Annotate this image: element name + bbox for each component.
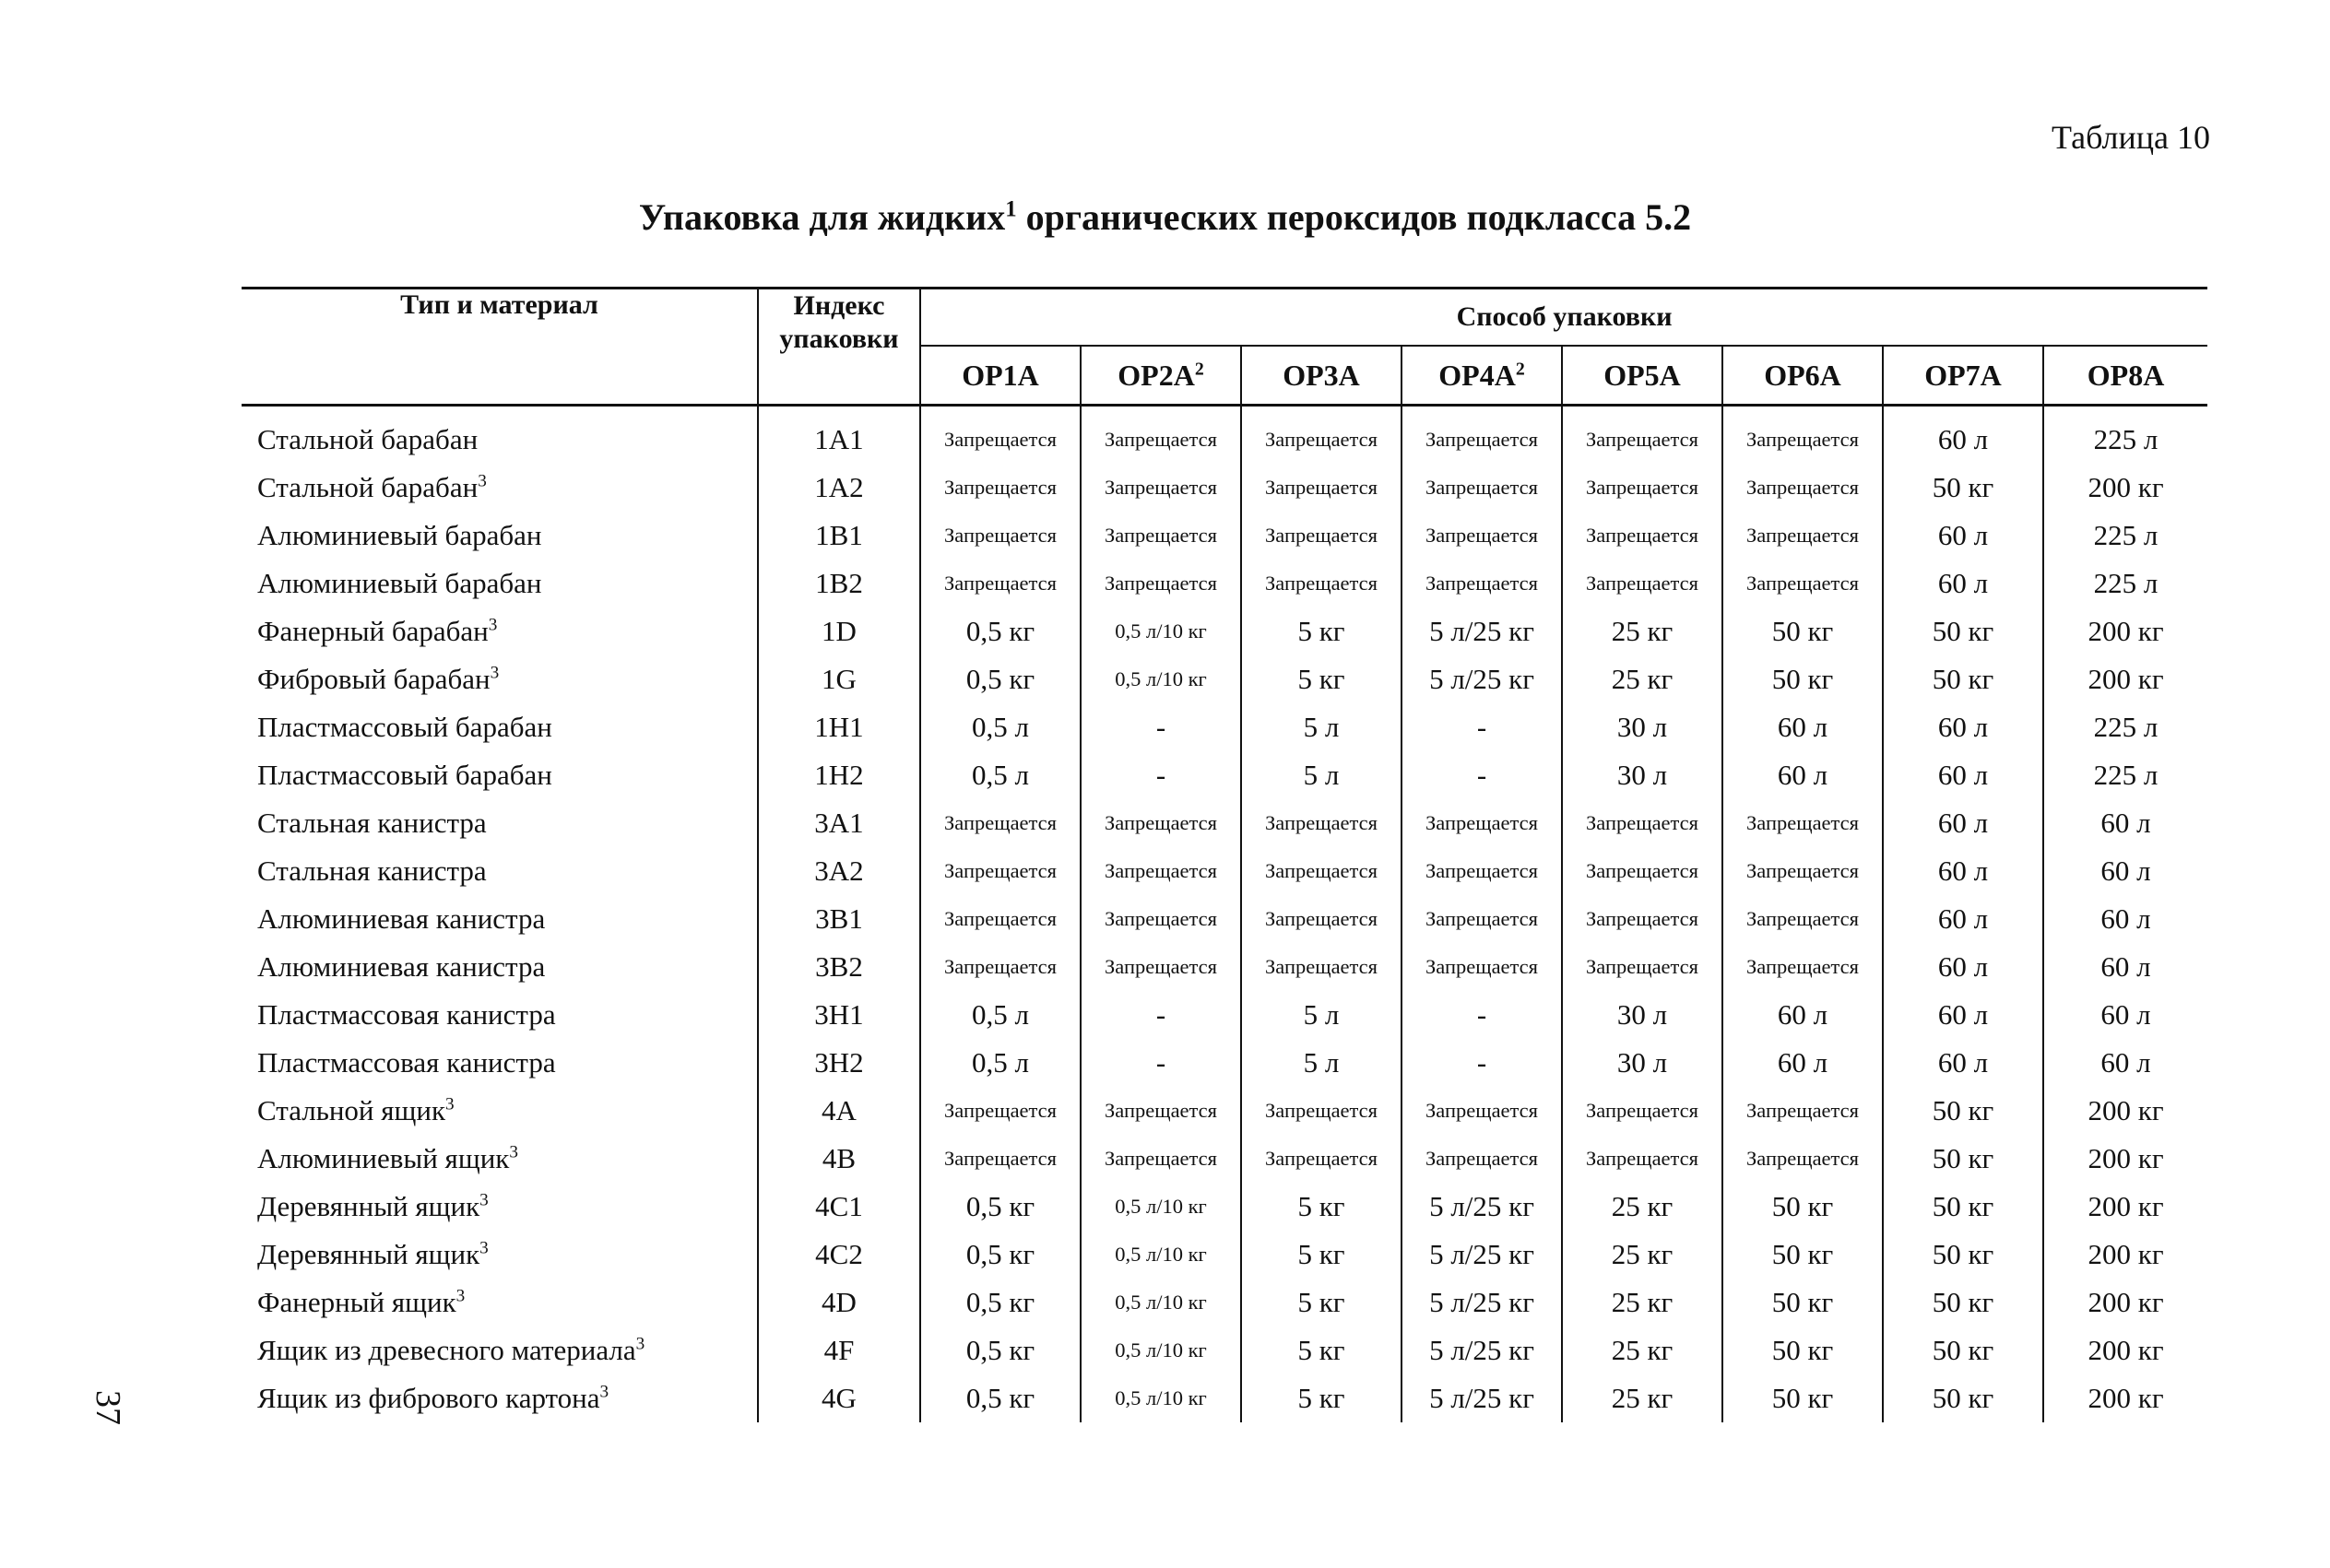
cell-op-value: 200 кг [2088,1190,2164,1222]
cell-op-value: Запрещается [1722,560,1883,607]
cell-op-value: Запрещается [920,847,1081,895]
cell-op-value: 60 л [2100,1046,2151,1079]
cell-op-value: 25 кг [1562,1326,1722,1374]
cell-package-index: 4B [758,1135,920,1183]
table-row [242,1231,2207,1279]
cell-op-value: 60 л [2100,902,2151,935]
cell-type-material [242,751,758,799]
packaging-table [242,287,2207,1422]
cell-type-material [242,464,758,512]
cell-op-value: Запрещается [920,464,1081,512]
cell-op-value: 200 кг [2088,1382,2164,1414]
material-name: Деревянный ящик [257,1190,480,1222]
op-label: OP3A [1283,358,1360,392]
cell-op-value: 225 л [2093,423,2159,455]
table-row [242,943,2207,991]
cell-op-value: Запрещается [1241,560,1402,607]
table-row [242,406,2207,465]
material-footnote: 3 [478,471,487,491]
cell-op-value: Запрещается [920,1087,1081,1135]
header-op-8 [2043,346,2207,406]
material-name: Алюминиевый ящик [257,1142,510,1174]
material-name: Стальная канистра [257,855,487,887]
cell-op-value: 30 л [1562,991,1722,1039]
material-name: Алюминиевый барабан [257,567,542,599]
cell-op-value: 225 л [2093,711,2159,743]
header-op-5 [1562,346,1722,406]
cell-op-value: 0,5 л/10 кг [1081,1231,1241,1279]
cell-type-material [242,943,758,991]
cell-op-value: Запрещается [1722,464,1883,512]
cell-op-value: Запрещается [1081,847,1241,895]
cell-op-value: Запрещается [920,895,1081,943]
material-name: Пластмассовый барабан [257,711,552,743]
cell-op-value: Запрещается [1402,1087,1562,1135]
cell-type-material [242,560,758,607]
cell-op-value: Запрещается [920,560,1081,607]
cell-op-value: Запрещается [920,799,1081,847]
table-row [242,1374,2207,1422]
cell-type-material [242,1374,758,1422]
cell-op-value: Запрещается [1241,799,1402,847]
cell-op-value: 5 л/25 кг [1402,1326,1562,1374]
cell-op-value: Запрещается [1402,895,1562,943]
header-packing-method: Способ упаковки [920,289,2207,347]
cell-op-value: 60 л [1883,512,2043,560]
material-name: Стальная канистра [257,807,487,839]
cell-op-value: 200 кг [2088,1238,2164,1270]
cell-op-value: 25 кг [1562,607,1722,655]
cell-op-value: Запрещается [1241,847,1402,895]
cell-op-value: 5 л/25 кг [1402,1374,1562,1422]
cell-op-value: 60 л [2100,950,2151,983]
cell-op-value: 50 кг [1722,1183,1883,1231]
cell-op-value: 50 кг [1722,1279,1883,1326]
table-title [0,195,2330,239]
table-row [242,1135,2207,1183]
cell-type-material [242,1183,758,1231]
cell-op-value: 60 л [1883,943,2043,991]
op-label: OP5A [1603,358,1681,392]
cell-op-value: Запрещается [920,406,1081,465]
cell-package-index: 3H2 [758,1039,920,1087]
material-name: Стальной барабан [257,471,479,503]
material-footnote: 3 [479,1190,489,1210]
cell-op-value: 50 кг [1722,607,1883,655]
title-text-rest: органических пероксидов подкласса 5.2 [1016,196,1692,238]
cell-op-value: 5 кг [1241,1279,1402,1326]
table-row [242,1183,2207,1231]
cell-package-index: 4C1 [758,1183,920,1231]
cell-op-value: 5 л/25 кг [1402,1231,1562,1279]
cell-op-value: Запрещается [1241,895,1402,943]
material-footnote: 3 [479,1238,489,1258]
cell-op-value: 25 кг [1562,655,1722,703]
cell-op-value: 0,5 л/10 кг [1081,1183,1241,1231]
cell-op-value: 0,5 л/10 кг [1081,607,1241,655]
cell-op-value: 200 кг [2088,663,2164,695]
cell-op-value: 0,5 л [920,991,1081,1039]
cell-op-value: Запрещается [1402,847,1562,895]
cell-op-value: 60 л [1722,751,1883,799]
table-row [242,560,2207,607]
cell-package-index: 1B1 [758,512,920,560]
cell-package-index: 1H1 [758,703,920,751]
cell-op-value: Запрещается [1081,895,1241,943]
cell-op-value: 225 л [2093,567,2159,599]
cell-package-index: 1A1 [758,406,920,465]
table-row [242,1039,2207,1087]
cell-op-value: Запрещается [1241,943,1402,991]
cell-op-value: 50 кг [1883,1374,2043,1422]
cell-type-material [242,655,758,703]
cell-op-value: 5 л/25 кг [1402,1183,1562,1231]
cell-package-index: 3A1 [758,799,920,847]
cell-op-value: Запрещается [1081,512,1241,560]
cell-op-value: Запрещается [1241,464,1402,512]
cell-op-value: 50 кг [1883,464,2043,512]
cell-op-value: 200 кг [2088,1286,2164,1318]
cell-type-material [242,1087,758,1135]
cell-op-value: 25 кг [1562,1279,1722,1326]
cell-type-material [242,895,758,943]
table-row [242,1279,2207,1326]
material-name: Алюминиевая канистра [257,950,546,983]
cell-op-value: 5 кг [1241,1326,1402,1374]
table-row [242,895,2207,943]
cell-op-value: Запрещается [920,1135,1081,1183]
table-number: Таблица 10 [2052,119,2210,156]
title-footnote: 1 [1005,196,1017,222]
cell-op-value: 5 л/25 кг [1402,607,1562,655]
cell-type-material [242,703,758,751]
material-footnote: 3 [455,1286,466,1306]
cell-package-index: 4C2 [758,1231,920,1279]
cell-op-value: 30 л [1562,751,1722,799]
table-row [242,464,2207,512]
cell-op-value: Запрещается [1081,406,1241,465]
cell-type-material [242,1279,758,1326]
table-row [242,512,2207,560]
cell-op-value: 225 л [2093,519,2159,551]
cell-op-value: Запрещается [1562,464,1722,512]
material-name: Пластмассовая канистра [257,1046,556,1079]
page-number: 37 [89,1390,127,1425]
cell-op-value: 200 кг [2088,1142,2164,1174]
material-footnote: 3 [445,1094,455,1114]
cell-type-material [242,991,758,1039]
cell-op-value: 5 л [1241,703,1402,751]
cell-package-index: 4D [758,1279,920,1326]
cell-op-value: Запрещается [1081,943,1241,991]
cell-op-value: - [1402,751,1562,799]
cell-op-value: - [1402,703,1562,751]
cell-op-value: 50 кг [1883,1087,2043,1135]
cell-op-value: Запрещается [1402,512,1562,560]
cell-type-material [242,1039,758,1087]
cell-op-value: 0,5 л [920,703,1081,751]
cell-op-value: Запрещается [1722,895,1883,943]
cell-op-value: 60 л [1883,1039,2043,1087]
cell-op-value: 60 л [1722,703,1883,751]
cell-type-material [242,847,758,895]
material-name: Стальной барабан [257,423,479,455]
cell-op-value: - [1081,751,1241,799]
cell-op-value: 200 кг [2088,615,2164,647]
material-name: Фанерный барабан [257,615,489,647]
material-name: Пластмассовая канистра [257,998,556,1031]
cell-op-value: Запрещается [1402,1135,1562,1183]
material-name: Фибровый барабан [257,663,491,695]
cell-op-value: Запрещается [1081,1087,1241,1135]
cell-op-value: 0,5 кг [920,1183,1081,1231]
cell-type-material [242,512,758,560]
cell-package-index: 1D [758,607,920,655]
cell-op-value: 5 л/25 кг [1402,1279,1562,1326]
cell-op-value: 60 л [1883,560,2043,607]
cell-type-material [242,799,758,847]
cell-op-value: Запрещается [1402,943,1562,991]
material-footnote: 3 [509,1142,518,1162]
cell-op-value: Запрещается [1402,799,1562,847]
cell-op-value: 25 кг [1562,1183,1722,1231]
table-row [242,1087,2207,1135]
cell-op-value: Запрещается [1241,1135,1402,1183]
cell-op-value: Запрещается [1081,464,1241,512]
cell-op-value: 0,5 кг [920,655,1081,703]
cell-package-index: 3A2 [758,847,920,895]
cell-type-material [242,1326,758,1374]
cell-op-value: 60 л [1883,847,2043,895]
material-name: Ящик из фибрового картона [257,1382,600,1414]
cell-type-material [242,607,758,655]
cell-op-value: 60 л [1883,703,2043,751]
cell-op-value: 50 кг [1722,1374,1883,1422]
cell-op-value: Запрещается [920,943,1081,991]
op-label: OP1A [962,358,1039,392]
material-name: Фанерный ящик [257,1286,456,1318]
header-op-7 [1883,346,2043,406]
header-op-6 [1722,346,1883,406]
table-row [242,607,2207,655]
cell-package-index: 1B2 [758,560,920,607]
material-name: Ящик из древесного материала [257,1334,636,1366]
cell-op-value: Запрещается [1722,1135,1883,1183]
cell-op-value: Запрещается [1722,943,1883,991]
cell-op-value: 200 кг [2088,1094,2164,1126]
material-name: Стальной ящик [257,1094,446,1126]
cell-op-value: 60 л [1883,895,2043,943]
cell-package-index: 1H2 [758,751,920,799]
cell-op-value: 0,5 кг [920,1231,1081,1279]
cell-package-index: 1A2 [758,464,920,512]
header-op-1 [920,346,1081,406]
cell-op-value: 5 кг [1241,1374,1402,1422]
cell-op-value: 200 кг [2088,471,2164,503]
table-row [242,799,2207,847]
material-footnote: 3 [635,1334,645,1354]
cell-package-index: 4G [758,1374,920,1422]
cell-op-value: 30 л [1562,703,1722,751]
cell-op-value: Запрещается [1081,799,1241,847]
cell-op-value: 0,5 л/10 кг [1081,1374,1241,1422]
table-row [242,703,2207,751]
cell-op-value: Запрещается [1241,512,1402,560]
cell-op-value: 50 кг [1722,1326,1883,1374]
cell-op-value: 60 л [1722,1039,1883,1087]
cell-op-value: Запрещается [1722,799,1883,847]
material-footnote: 3 [599,1382,609,1402]
cell-op-value: 60 л [1883,406,2043,465]
material-name: Пластмассовый барабан [257,759,552,791]
material-footnote: 3 [490,663,500,683]
cell-op-value: 25 кг [1562,1231,1722,1279]
cell-op-value: Запрещается [1562,406,1722,465]
op-label: OP6A [1764,358,1841,392]
cell-op-value: 50 кг [1883,607,2043,655]
cell-op-value: 0,5 кг [920,1326,1081,1374]
cell-op-value: 5 л [1241,751,1402,799]
cell-op-value: Запрещается [1562,943,1722,991]
cell-op-value: 5 л/25 кг [1402,655,1562,703]
cell-op-value: 60 л [2100,855,2151,887]
cell-op-value: 50 кг [1722,655,1883,703]
table-row [242,847,2207,895]
cell-op-value: 5 кг [1241,1231,1402,1279]
cell-op-value: Запрещается [1562,847,1722,895]
cell-op-value: 50 кг [1883,1183,2043,1231]
cell-op-value: Запрещается [1562,799,1722,847]
cell-op-value: 60 л [1883,799,2043,847]
cell-op-value: - [1402,991,1562,1039]
cell-op-value: Запрещается [1722,406,1883,465]
table-row [242,655,2207,703]
cell-op-value: Запрещается [920,512,1081,560]
cell-package-index: 3H1 [758,991,920,1039]
cell-op-value: 60 л [1722,991,1883,1039]
cell-op-value: 0,5 кг [920,607,1081,655]
cell-type-material [242,1135,758,1183]
cell-op-value: 0,5 л/10 кг [1081,1326,1241,1374]
op-footnote: 2 [1194,358,1204,379]
cell-op-value: 25 кг [1562,1374,1722,1422]
title-text: Упаковка для жидких [638,196,1006,238]
cell-op-value: Запрещается [1562,512,1722,560]
cell-op-value: 50 кг [1883,1279,2043,1326]
cell-op-value: 0,5 л [920,1039,1081,1087]
cell-op-value: 0,5 кг [920,1279,1081,1326]
cell-op-value: Запрещается [1402,560,1562,607]
cell-op-value: 50 кг [1883,1326,2043,1374]
cell-op-value: Запрещается [1402,406,1562,465]
table-row [242,1326,2207,1374]
cell-op-value: 0,5 л [920,751,1081,799]
header-op-4 [1402,346,1562,406]
cell-op-value: 0,5 кг [920,1374,1081,1422]
cell-op-value: 50 кг [1883,655,2043,703]
cell-op-value: 5 л [1241,1039,1402,1087]
cell-op-value: Запрещается [1562,1135,1722,1183]
cell-op-value: Запрещается [1402,464,1562,512]
cell-type-material [242,406,758,465]
table-row [242,751,2207,799]
cell-op-value: 5 кг [1241,607,1402,655]
cell-op-value: - [1081,991,1241,1039]
table-row [242,991,2207,1039]
cell-op-value: - [1081,703,1241,751]
cell-op-value: Запрещается [1562,560,1722,607]
header-op-3 [1241,346,1402,406]
cell-op-value: Запрещается [1722,847,1883,895]
header-package-index: Индекс упаковки [758,289,920,406]
cell-op-value: Запрещается [1562,895,1722,943]
cell-op-value: 50 кг [1883,1231,2043,1279]
cell-op-value: Запрещается [1241,406,1402,465]
cell-op-value: Запрещается [1722,512,1883,560]
op-label: OP4A [1438,358,1516,392]
cell-op-value: 50 кг [1722,1231,1883,1279]
material-name: Алюминиевый барабан [257,519,542,551]
cell-package-index: 4F [758,1326,920,1374]
cell-op-value: Запрещается [1081,1135,1241,1183]
cell-op-value: 225 л [2093,759,2159,791]
cell-op-value: 60 л [1883,991,2043,1039]
cell-op-value: 60 л [2100,998,2151,1031]
material-name: Деревянный ящик [257,1238,480,1270]
material-name: Алюминиевая канистра [257,902,546,935]
cell-op-value: 5 кг [1241,1183,1402,1231]
cell-package-index: 3B2 [758,943,920,991]
op-footnote: 2 [1515,358,1525,379]
cell-op-value: 5 кг [1241,655,1402,703]
cell-op-value: 60 л [2100,807,2151,839]
op-label: OP8A [2087,358,2165,392]
cell-op-value: Запрещается [1081,560,1241,607]
cell-op-value: 50 кг [1883,1135,2043,1183]
op-label: OP7A [1924,358,2002,392]
header-type-material: Тип и материал [242,289,758,406]
material-footnote: 3 [488,615,498,635]
cell-op-value: Запрещается [1722,1087,1883,1135]
cell-op-value: 0,5 л/10 кг [1081,655,1241,703]
cell-op-value: 200 кг [2088,1334,2164,1366]
table-body [242,406,2207,1423]
cell-op-value: - [1402,1039,1562,1087]
cell-op-value: - [1081,1039,1241,1087]
cell-op-value: Запрещается [1562,1087,1722,1135]
cell-op-value: Запрещается [1241,1087,1402,1135]
header-op-2 [1081,346,1241,406]
cell-package-index: 3B1 [758,895,920,943]
cell-op-value: 5 л [1241,991,1402,1039]
cell-op-value: 30 л [1562,1039,1722,1087]
cell-package-index: 1G [758,655,920,703]
op-label: OP2A [1118,358,1195,392]
cell-package-index: 4A [758,1087,920,1135]
cell-type-material [242,1231,758,1279]
cell-op-value: 0,5 л/10 кг [1081,1279,1241,1326]
cell-op-value: 60 л [1883,751,2043,799]
